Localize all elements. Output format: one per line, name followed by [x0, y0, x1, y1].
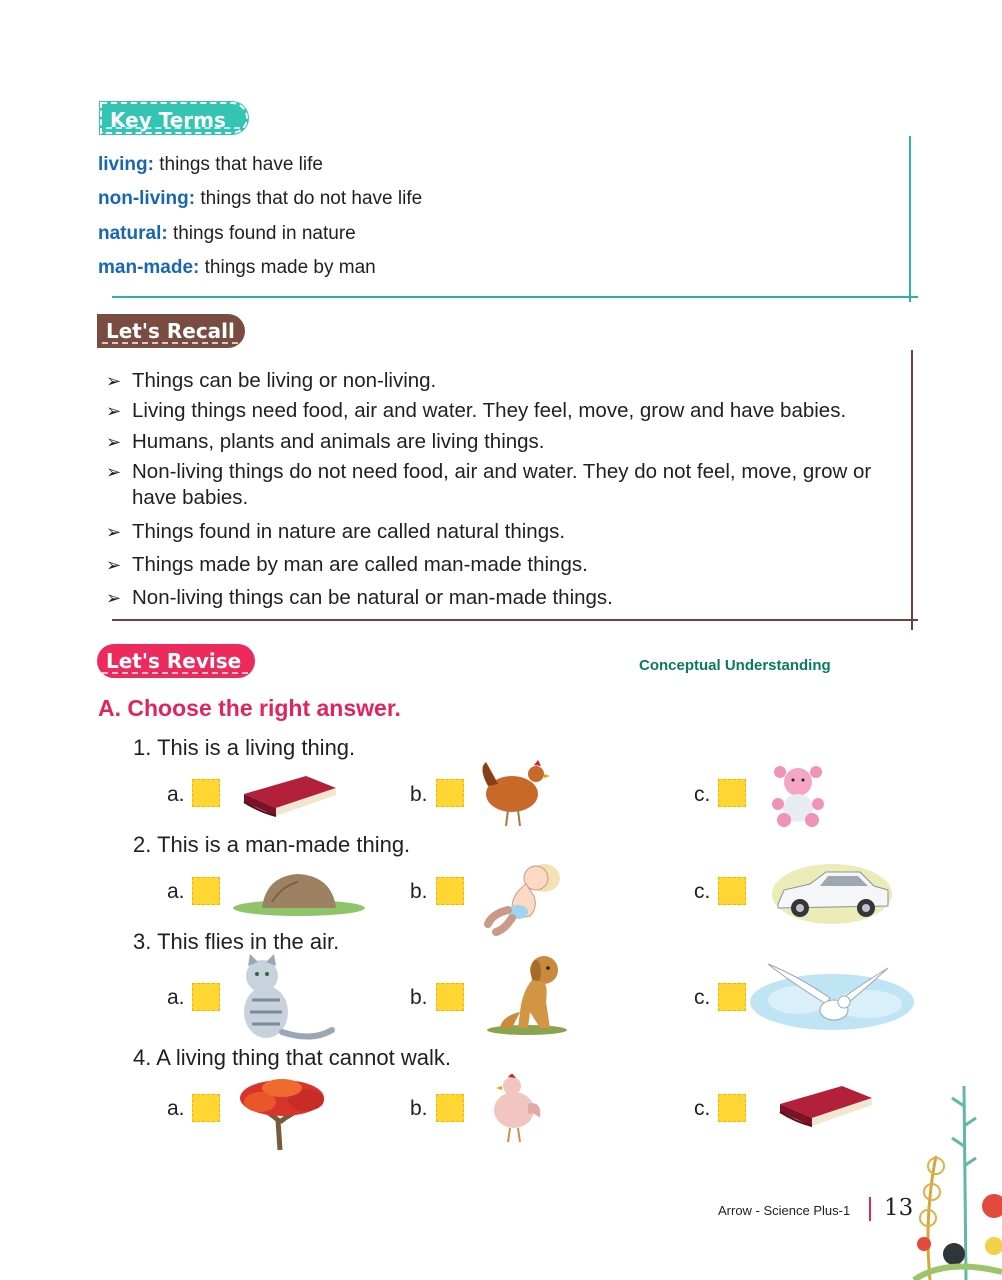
cat-image: [232, 954, 336, 1042]
arrow-bullet-icon: ➢: [106, 462, 122, 482]
option-a-label: a.: [167, 1097, 185, 1120]
option-c-label: c.: [694, 880, 711, 903]
option-a-label: a.: [167, 986, 185, 1009]
recall-text: Things made by man are called man-made things.: [132, 553, 588, 576]
recall-text: Humans, plants and animals are living things.: [132, 430, 545, 453]
bird-image: [748, 960, 916, 1036]
decorative-flowers-image: [906, 1076, 1002, 1280]
answer-box[interactable]: [192, 1094, 220, 1122]
recall-text: Non-living things can be natural or man-made things.: [132, 586, 613, 609]
option-c-label: c.: [694, 783, 711, 806]
term-definition: things that have life: [153, 154, 323, 175]
lets-recall-tag: Let's Recall: [98, 315, 244, 347]
option-a-label: a.: [167, 880, 185, 903]
arrow-bullet-icon: ➢: [106, 371, 122, 391]
option-a-label: a.: [167, 783, 185, 806]
option-c-label: c.: [694, 1097, 711, 1120]
recall-text: Things found in nature are called natural things.: [132, 520, 566, 543]
term-word: natural:: [98, 223, 168, 244]
option-c-label: c.: [694, 986, 711, 1009]
lets-revise-tag: Let's Revise: [98, 645, 254, 677]
option-b-label: b.: [410, 986, 428, 1009]
key-term-item: [98, 223, 356, 245]
key-term-item: [98, 154, 323, 176]
term-definition: things that do not have life: [195, 188, 423, 209]
recall-text: Things can be living or non-living.: [132, 369, 437, 392]
recall-border-bottom: [112, 619, 918, 621]
term-definition: things made by man: [199, 257, 376, 278]
answer-box[interactable]: [718, 877, 746, 905]
recall-border-right: [911, 350, 913, 630]
book-image: [236, 768, 338, 820]
answer-box[interactable]: [718, 779, 746, 807]
answer-box[interactable]: [718, 983, 746, 1011]
answer-box[interactable]: [192, 877, 220, 905]
term-word: living:: [98, 154, 154, 175]
term-word: man-made:: [98, 257, 200, 278]
option-b-label: b.: [410, 783, 428, 806]
key-term-item: [98, 257, 376, 279]
hen-image: [488, 1074, 544, 1146]
key-terms-tag: Key Terms: [100, 102, 248, 134]
hen-image: [474, 754, 552, 832]
skill-label: Conceptual Understanding: [639, 657, 831, 674]
question-1: 1. This is a living thing.: [133, 735, 356, 760]
term-definition: things found in nature: [167, 223, 356, 244]
key-terms-border-right: [909, 136, 911, 302]
book-title-footer: Arrow - Science Plus-1: [718, 1203, 851, 1218]
baby-image: [482, 858, 566, 936]
answer-box[interactable]: [436, 877, 464, 905]
question-3: 3. This flies in the air.: [133, 929, 340, 954]
arrow-bullet-icon: ➢: [106, 555, 122, 575]
answer-box[interactable]: [436, 779, 464, 807]
recall-text: Living things need food, air and water. They feel, move, grow and have babies.: [132, 399, 847, 422]
key-term-item: [98, 188, 422, 210]
page-number: 13: [884, 1195, 914, 1221]
arrow-bullet-icon: ➢: [106, 432, 122, 452]
car-image: [770, 858, 894, 934]
answer-box[interactable]: [192, 983, 220, 1011]
section-a-heading: A. Choose the right answer.: [98, 695, 401, 721]
arrow-bullet-icon: ➢: [106, 588, 122, 608]
dog-image: [482, 952, 572, 1036]
recall-text: Non-living things do not need food, air and water. They do not feel, move, grow or have babies.: [132, 460, 872, 509]
question-2: 2. This is a man-made thing.: [133, 832, 411, 857]
tree-image: [236, 1076, 330, 1154]
answer-box[interactable]: [436, 1094, 464, 1122]
key-terms-border-bottom: [112, 296, 918, 298]
teddy-bear-image: [770, 764, 826, 828]
footer-divider: [869, 1197, 871, 1221]
option-b-label: b.: [410, 880, 428, 903]
answer-box[interactable]: [192, 779, 220, 807]
arrow-bullet-icon: ➢: [106, 522, 122, 542]
term-word: non-living:: [98, 188, 196, 209]
answer-box[interactable]: [718, 1094, 746, 1122]
book-image: [772, 1078, 874, 1130]
question-4: 4. A living thing that cannot walk.: [133, 1045, 451, 1070]
answer-box[interactable]: [436, 983, 464, 1011]
rock-image: [232, 866, 366, 918]
option-b-label: b.: [410, 1097, 428, 1120]
arrow-bullet-icon: ➢: [106, 401, 122, 421]
